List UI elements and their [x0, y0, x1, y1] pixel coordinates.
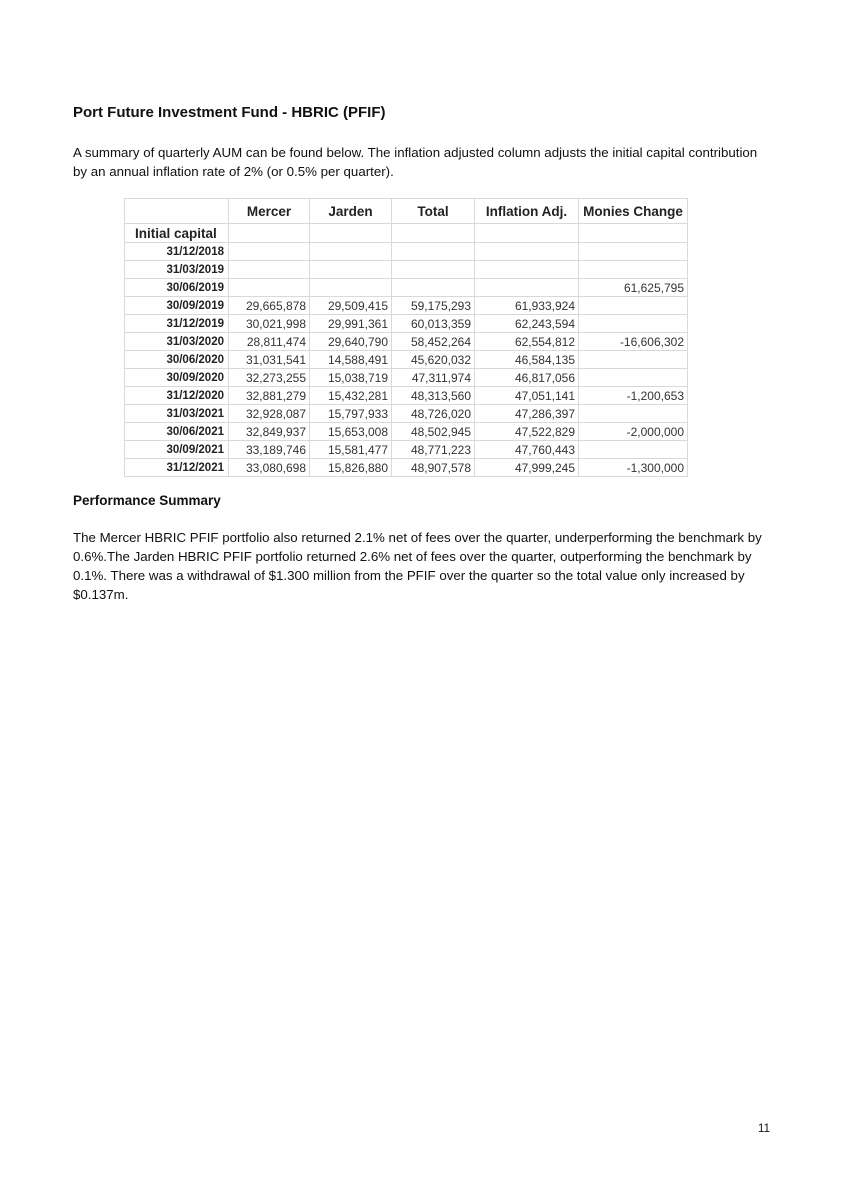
initial-capital-label: Initial capital: [125, 224, 229, 243]
table-header-total: Total: [392, 199, 475, 224]
cell-jarden: 15,826,880: [310, 459, 392, 477]
table-header-jarden: Jarden: [310, 199, 392, 224]
intro-paragraph: A summary of quarterly AUM can be found below. The inflation adjusted column adjusts the initial capital contribution by an annual inflation rate of 2% (or 0.5% per quarter).: [73, 145, 758, 179]
cell-jarden: 15,581,477: [310, 441, 392, 459]
cell-monies-change: 61,625,795: [579, 279, 688, 297]
cell-monies-change: -2,000,000: [579, 423, 688, 441]
table-row: [125, 243, 688, 261]
table-row: [125, 315, 688, 333]
table-row: [125, 459, 688, 477]
table-row: [125, 333, 688, 351]
table-cell: [392, 224, 475, 243]
table-row: [125, 369, 688, 387]
cell-monies-change: -1,200,653: [579, 387, 688, 405]
cell-total: 48,771,223: [392, 441, 475, 459]
cell-jarden: 15,432,281: [310, 387, 392, 405]
aum-table: [124, 198, 688, 477]
cell-mercer: 32,273,255: [229, 369, 310, 387]
cell-jarden: 29,509,415: [310, 297, 392, 315]
cell-inflation-adj: 62,554,812: [475, 333, 579, 351]
cell-total: 45,620,032: [392, 351, 475, 369]
cell-jarden: 29,991,361: [310, 315, 392, 333]
cell-inflation-adj: [475, 261, 579, 279]
cell-mercer: 28,811,474: [229, 333, 310, 351]
table-header-mercer: Mercer: [229, 199, 310, 224]
table-cell: [579, 224, 688, 243]
aum-table-container: [124, 198, 687, 477]
table-row: [125, 405, 688, 423]
cell-mercer: 32,849,937: [229, 423, 310, 441]
cell-jarden: [310, 261, 392, 279]
performance-summary-text: The Mercer HBRIC PFIF portfolio also returned 2.1% net of fees over the quarter, underperforming the benchmark by 0.6%.The Jarden HBRIC PFIF portfolio returned 2.6% net of fees over the quarter, outperforming the benchmark by 0.1%. There was a withdrawal of $1.300 million from the PFIF over the quarter so the total value only increased by $0.137m.: [73, 530, 762, 602]
row-date: 31/12/2019: [125, 315, 229, 333]
cell-total: 60,013,359: [392, 315, 475, 333]
table-header-monies-change: Monies Change: [579, 199, 688, 224]
cell-jarden: [310, 243, 392, 261]
cell-mercer: 32,928,087: [229, 405, 310, 423]
cell-monies-change: [579, 243, 688, 261]
row-date: 30/06/2020: [125, 351, 229, 369]
cell-mercer: 29,665,878: [229, 297, 310, 315]
table-row: [125, 441, 688, 459]
cell-inflation-adj: 46,584,135: [475, 351, 579, 369]
cell-monies-change: [579, 351, 688, 369]
cell-mercer: [229, 261, 310, 279]
cell-inflation-adj: [475, 279, 579, 297]
cell-total: [392, 261, 475, 279]
cell-jarden: 29,640,790: [310, 333, 392, 351]
cell-jarden: 14,588,491: [310, 351, 392, 369]
table-cell: [229, 224, 310, 243]
cell-mercer: 33,189,746: [229, 441, 310, 459]
table-cell: [310, 224, 392, 243]
cell-inflation-adj: 47,286,397: [475, 405, 579, 423]
cell-monies-change: [579, 441, 688, 459]
cell-mercer: 31,031,541: [229, 351, 310, 369]
cell-inflation-adj: 62,243,594: [475, 315, 579, 333]
row-date: 31/03/2019: [125, 261, 229, 279]
cell-inflation-adj: 61,933,924: [475, 297, 579, 315]
cell-monies-change: [579, 315, 688, 333]
row-date: 30/06/2021: [125, 423, 229, 441]
cell-monies-change: [579, 261, 688, 279]
row-date: 31/03/2021: [125, 405, 229, 423]
row-date: 30/09/2019: [125, 297, 229, 315]
cell-inflation-adj: 47,760,443: [475, 441, 579, 459]
cell-jarden: 15,038,719: [310, 369, 392, 387]
cell-jarden: [310, 279, 392, 297]
table-row: [125, 279, 688, 297]
table-row: [125, 387, 688, 405]
cell-jarden: 15,653,008: [310, 423, 392, 441]
cell-inflation-adj: 46,817,056: [475, 369, 579, 387]
cell-total: 59,175,293: [392, 297, 475, 315]
cell-monies-change: -16,606,302: [579, 333, 688, 351]
cell-total: [392, 279, 475, 297]
cell-mercer: 33,080,698: [229, 459, 310, 477]
performance-summary-heading: Performance Summary: [73, 493, 221, 508]
cell-total: 58,452,264: [392, 333, 475, 351]
table-cell: [475, 224, 579, 243]
cell-total: 48,907,578: [392, 459, 475, 477]
table-header-row: [125, 199, 688, 224]
cell-monies-change: [579, 297, 688, 315]
cell-inflation-adj: [475, 243, 579, 261]
row-date: 31/12/2020: [125, 387, 229, 405]
cell-mercer: [229, 279, 310, 297]
row-date: 31/12/2021: [125, 459, 229, 477]
cell-mercer: [229, 243, 310, 261]
cell-total: 48,313,560: [392, 387, 475, 405]
initial-capital-row: [125, 224, 688, 243]
cell-total: 48,726,020: [392, 405, 475, 423]
cell-inflation-adj: 47,051,141: [475, 387, 579, 405]
cell-monies-change: -1,300,000: [579, 459, 688, 477]
page-title: Port Future Investment Fund - HBRIC (PFIF): [73, 104, 386, 121]
cell-monies-change: [579, 405, 688, 423]
row-date: 31/12/2018: [125, 243, 229, 261]
table-row: [125, 297, 688, 315]
table-row: [125, 423, 688, 441]
cell-total: 47,311,974: [392, 369, 475, 387]
table-row: [125, 261, 688, 279]
row-date: 31/03/2020: [125, 333, 229, 351]
table-header-cell: [125, 199, 229, 224]
cell-inflation-adj: 47,522,829: [475, 423, 579, 441]
page-number: 11: [758, 1123, 770, 1135]
table-row: [125, 351, 688, 369]
cell-inflation-adj: 47,999,245: [475, 459, 579, 477]
row-date: 30/06/2019: [125, 279, 229, 297]
cell-total: [392, 243, 475, 261]
cell-total: 48,502,945: [392, 423, 475, 441]
row-date: 30/09/2021: [125, 441, 229, 459]
cell-mercer: 32,881,279: [229, 387, 310, 405]
cell-monies-change: [579, 369, 688, 387]
table-header-inflation-adj: Inflation Adj.: [475, 199, 579, 224]
row-date: 30/09/2020: [125, 369, 229, 387]
cell-mercer: 30,021,998: [229, 315, 310, 333]
cell-jarden: 15,797,933: [310, 405, 392, 423]
